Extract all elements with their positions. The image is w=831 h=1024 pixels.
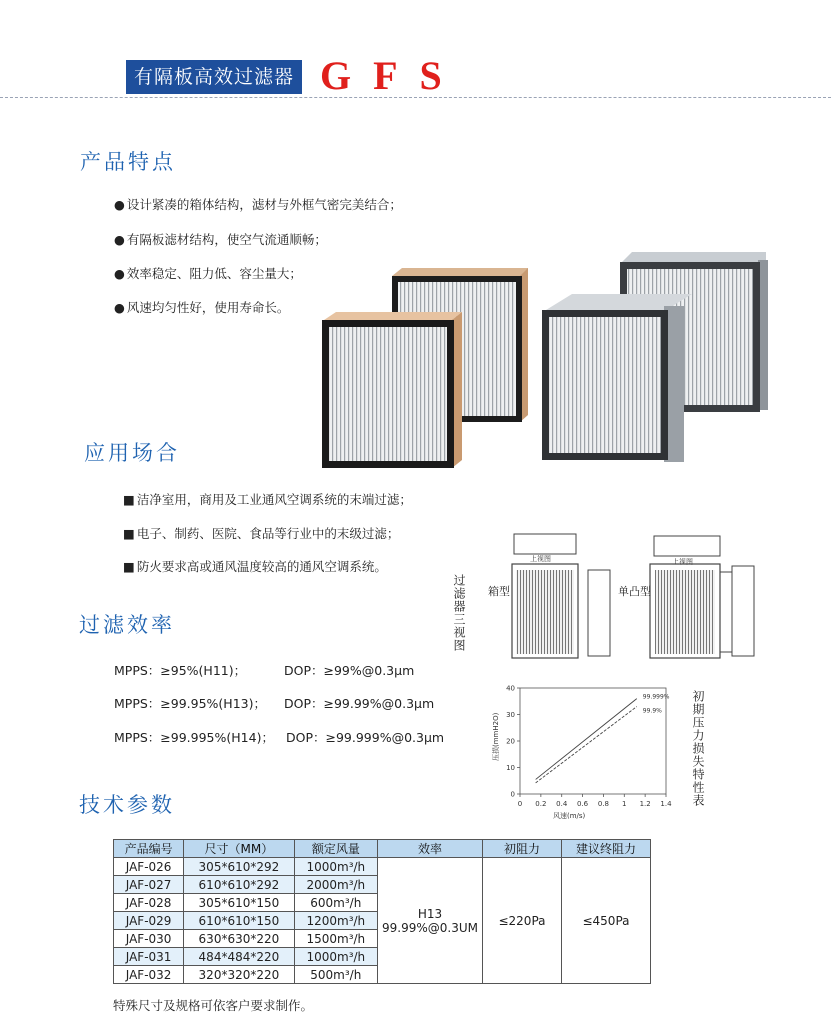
feature-item: [114, 264, 302, 282]
feature-item: [114, 195, 402, 213]
cell-airflow: 500m³/h: [294, 966, 377, 984]
chart-title: 初期压力损失特性表: [691, 690, 705, 807]
pressure-loss-chart: [490, 682, 680, 822]
cell-model: JAF-028: [114, 894, 184, 912]
x-axis-label: 风速(m/s): [553, 812, 586, 820]
x-tick-label: 1.2: [639, 800, 651, 808]
x-tick-label: 1: [622, 800, 627, 808]
header-divider: [0, 97, 831, 98]
spec-table: [113, 839, 651, 984]
brand-logo: GFS: [320, 53, 464, 98]
x-tick-label: 1.4: [660, 800, 672, 808]
col-header-airflow: 额定风量: [294, 840, 377, 858]
feature-text: 风速均匀性好，使用寿命长。: [126, 300, 290, 315]
cell-model: JAF-026: [114, 858, 184, 876]
x-tick-label: 0.4: [556, 800, 568, 808]
specs-title: 技术参数: [79, 793, 175, 817]
efficiency-mpps: MPPS：≥99.995%(H14)；: [114, 730, 274, 745]
convex-type-label: 单凸型: [618, 585, 651, 598]
x-tick-label: 0: [517, 800, 523, 808]
col-header-efficiency: 效率: [378, 840, 483, 858]
three-view-diagram: [478, 530, 778, 662]
chart-frame: [520, 688, 666, 794]
filter-illustrations: [320, 250, 775, 470]
cell-size: 484*484*220: [184, 948, 294, 966]
bullet-square-icon: ■: [123, 526, 135, 541]
y-tick-label: 30: [506, 711, 515, 719]
col-header-model: 产品编号: [114, 840, 184, 858]
x-tick-label: 0.2: [535, 800, 547, 808]
application-item: [123, 524, 399, 542]
top-view-label: 上视图: [530, 555, 551, 563]
cell-airflow: 1500m³/h: [294, 930, 377, 948]
applications-title: 应用场合: [84, 441, 180, 465]
x-tick-label: 0.6: [577, 800, 589, 808]
cell-efficiency: [378, 858, 483, 984]
wood-frame-filter-front: [322, 312, 462, 468]
table-header-row: [114, 840, 651, 858]
series-line: [536, 707, 637, 783]
col-header-size: 尺寸（MM）: [184, 840, 294, 858]
features-title: 产品特点: [80, 150, 176, 174]
cell-initial-resistance: ≤220Pa: [483, 858, 562, 984]
x-tick-label: 0.8: [597, 800, 609, 808]
cell-size: 320*320*220: [184, 966, 294, 984]
bullet-dot-icon: ●: [114, 232, 125, 247]
efficiency-dop: DOP：≥99.99%@0.3μm: [284, 696, 435, 711]
bullet-square-icon: ■: [123, 559, 135, 574]
feature-item: [114, 298, 289, 316]
cell-model: JAF-027: [114, 876, 184, 894]
series-label: 99.9%: [642, 707, 662, 715]
feature-text: 有隔板滤材结构，使空气流通顺畅；: [126, 232, 327, 247]
bullet-dot-icon: ●: [114, 266, 125, 281]
chart-canvas: [490, 682, 680, 822]
application-text: 洁净室用，商用及工业通风空调系统的末端过滤；: [136, 492, 412, 507]
cell-model: JAF-031: [114, 948, 184, 966]
aluminum-filter-front: [542, 294, 692, 462]
efficiency-title: 过滤效率: [79, 613, 175, 637]
cell-airflow: 600m³/h: [294, 894, 377, 912]
efficiency-mpps: MPPS：≥99.95%(H13)；: [114, 696, 266, 711]
cell-size: 305*610*150: [184, 894, 294, 912]
bullet-square-icon: ■: [123, 492, 135, 507]
bullet-dot-icon: ●: [114, 197, 125, 212]
cell-airflow: 2000m³/h: [294, 876, 377, 894]
product-title-box: 有隔板高效过滤器: [126, 60, 302, 94]
y-tick-label: 20: [506, 737, 515, 746]
efficiency-dop: DOP：≥99%@0.3μm: [284, 663, 415, 678]
box-type-label: 箱型: [488, 585, 510, 598]
cell-size: 610*610*150: [184, 912, 294, 930]
cell-model: JAF-030: [114, 930, 184, 948]
cell-airflow: 1200m³/h: [294, 912, 377, 930]
application-text: 电子、制药、医院、食品等行业中的末级过滤；: [136, 526, 400, 541]
application-item: [123, 490, 412, 508]
top-view-label: 上视图: [672, 558, 693, 566]
y-tick-label: 10: [506, 764, 515, 772]
efficiency-value: 99.99%@0.3UM: [382, 920, 478, 935]
three-view-label: 过滤器三视图: [452, 574, 466, 652]
efficiency-dop: DOP：≥99.999%@0.3μm: [286, 730, 445, 745]
efficiency-grade: H13: [417, 906, 443, 921]
application-text: 防火要求高或通风温度较高的通风空调系统。: [136, 559, 387, 574]
series-label: 99.999%: [642, 693, 670, 701]
y-tick-label: 40: [506, 684, 515, 693]
cell-airflow: 1000m³/h: [294, 858, 377, 876]
cell-size: 630*630*220: [184, 930, 294, 948]
feature-text: 效率稳定、阻力低、容尘量大；: [126, 266, 302, 281]
col-header-final-resistance: 建议终阻力: [562, 840, 651, 858]
bullet-dot-icon: ●: [114, 300, 125, 315]
footnote: 特殊尺寸及规格可依客户要求制作。: [113, 998, 314, 1013]
cell-airflow: 1000m³/h: [294, 948, 377, 966]
cell-model: JAF-032: [114, 966, 184, 984]
y-tick-label: 0: [510, 790, 515, 799]
col-header-initial-resistance: 初阻力: [483, 840, 562, 858]
y-axis-label: 压损(mmH2O): [492, 712, 500, 761]
application-item: [123, 557, 387, 575]
efficiency-mpps: MPPS：≥95%(H11)；: [114, 663, 247, 678]
cell-final-resistance: ≤450Pa: [562, 858, 651, 984]
product-photos: [320, 250, 775, 470]
cell-model: JAF-029: [114, 912, 184, 930]
cell-size: 610*610*292: [184, 876, 294, 894]
cell-size: 305*610*292: [184, 858, 294, 876]
table-row: [114, 858, 651, 876]
feature-item: [114, 230, 327, 248]
feature-text: 设计紧凑的箱体结构，滤材与外框气密完美结合；: [126, 197, 402, 212]
series-line: [536, 699, 637, 780]
